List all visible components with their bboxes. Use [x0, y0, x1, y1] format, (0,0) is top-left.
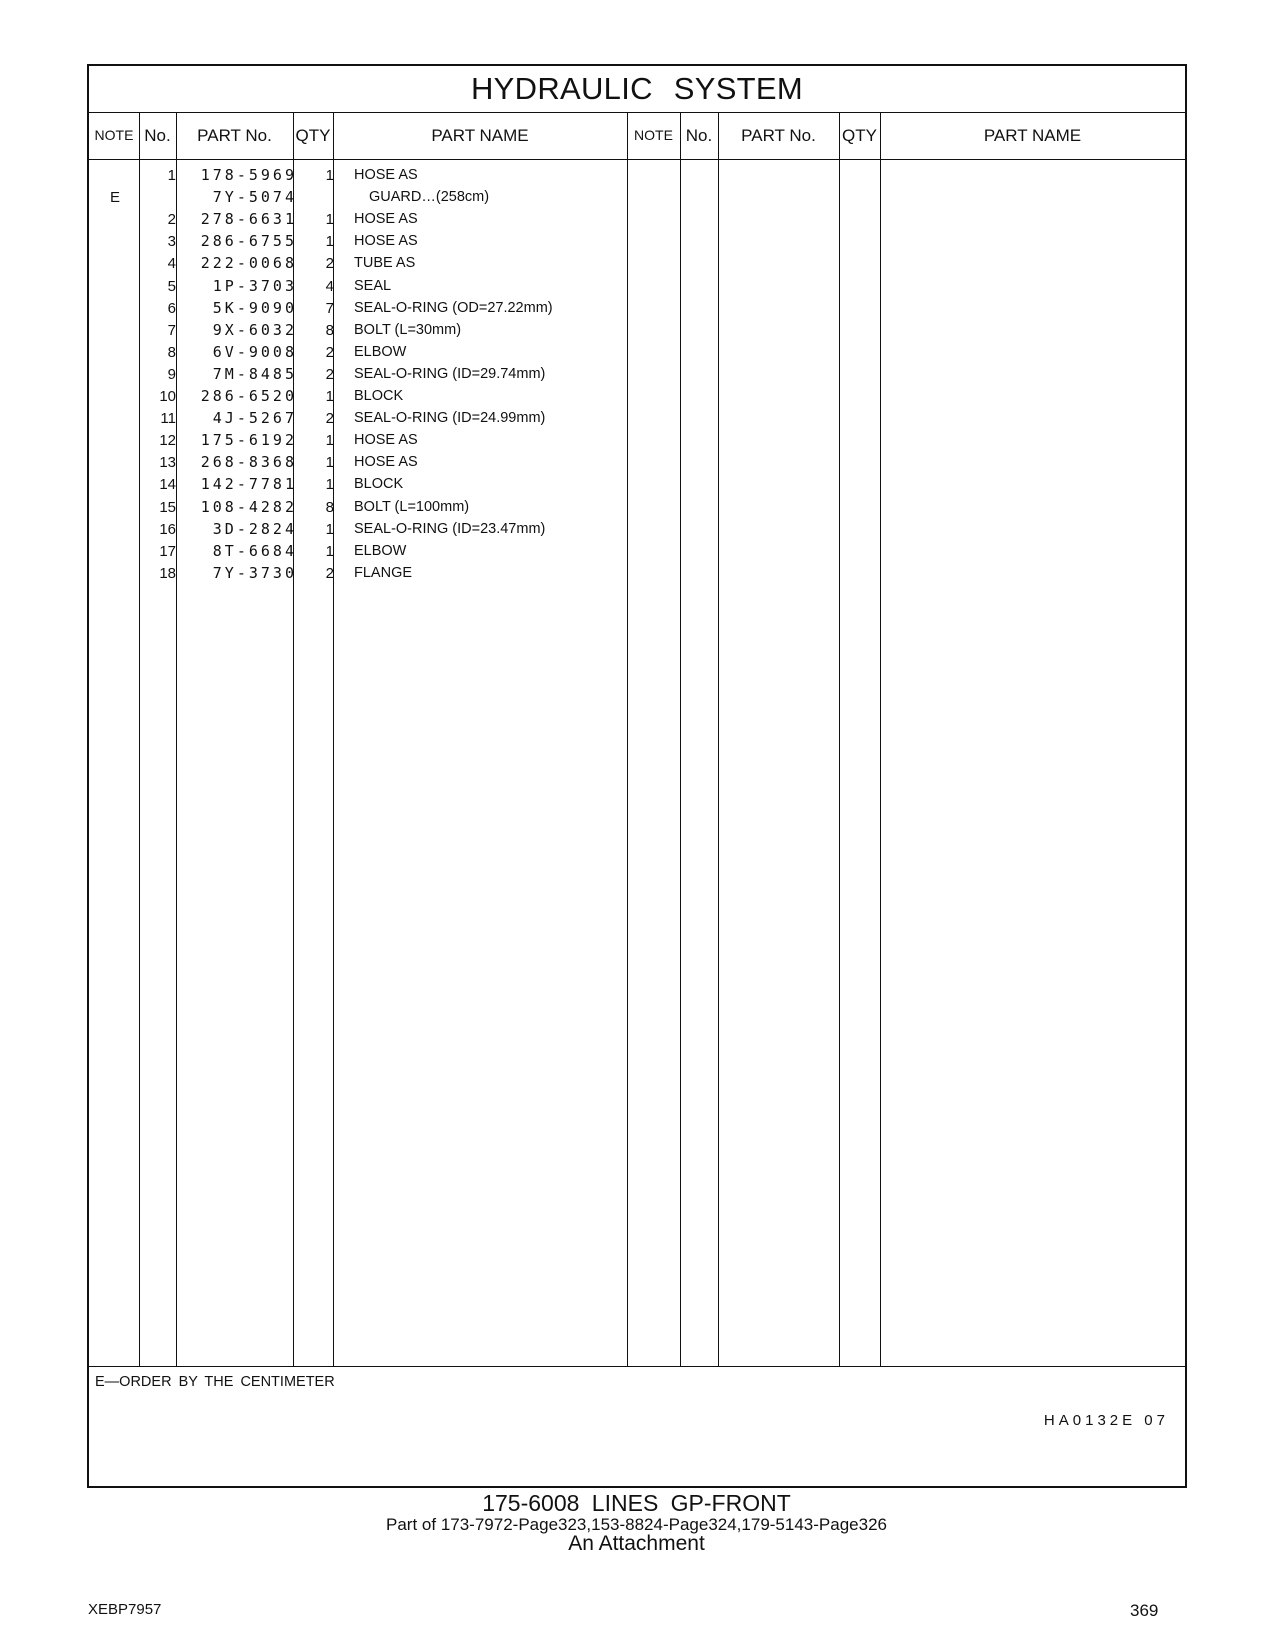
group-caption-attachment: An Attachment — [568, 1532, 705, 1555]
table-row — [89, 164, 629, 187]
table-row — [89, 562, 629, 585]
header-qty-left: QTY — [295, 126, 331, 145]
group-caption-title: 175-6008 LINES GP-FRONT — [482, 1490, 791, 1516]
row-part-number: 3D-2824 — [212, 519, 297, 538]
row-quantity: 1 — [325, 388, 334, 405]
table-row — [89, 540, 629, 563]
row-part-name: HOSE AS — [354, 454, 418, 471]
table-header-row — [89, 112, 1185, 160]
column-divider — [680, 112, 681, 1366]
table-row — [89, 473, 629, 496]
row-quantity: 2 — [325, 343, 334, 361]
row-part-name: HOSE AS — [354, 167, 418, 183]
row-part-number: 7Y-3730 — [212, 563, 297, 582]
row-quantity: 4 — [325, 277, 334, 295]
row-part-name: BOLT (L=100mm) — [354, 498, 470, 515]
page-number: 369 — [1130, 1601, 1159, 1620]
table-row — [89, 186, 629, 209]
row-part-name: SEAL-O-RING (OD=27.22mm) — [354, 299, 553, 316]
row-part-number: 278-6631 — [200, 210, 297, 229]
row-note: E — [109, 189, 120, 207]
row-part-name: HOSE AS — [354, 432, 418, 449]
row-part-name: FLANGE — [354, 564, 413, 581]
row-quantity: 2 — [325, 365, 334, 383]
row-item-number: 1 — [167, 167, 176, 184]
row-part-number: 1P-3703 — [212, 276, 297, 295]
row-part-number: 8T-6684 — [212, 541, 297, 560]
row-quantity: 1 — [325, 476, 334, 494]
header-note-left: NOTE — [94, 127, 134, 143]
row-quantity: 1 — [325, 233, 334, 251]
row-part-number: 142-7781 — [200, 475, 297, 494]
row-part-name: TUBE AS — [354, 255, 416, 272]
row-item-number: 6 — [167, 299, 176, 317]
header-part-no-right: PART No. — [741, 126, 816, 145]
row-part-number: 7M-8485 — [212, 364, 297, 383]
row-item-number: 11 — [160, 410, 176, 428]
row-part-name: HOSE AS — [354, 211, 418, 228]
header-no-right: No. — [685, 126, 713, 145]
header-no-left: No. — [144, 126, 171, 145]
table-row — [89, 252, 629, 275]
row-item-number: 18 — [159, 564, 176, 582]
row-quantity: 2 — [325, 255, 334, 273]
row-item-number: 10 — [159, 388, 176, 405]
table-row — [89, 363, 629, 386]
table-row — [89, 451, 629, 474]
header-qty-right: QTY — [842, 126, 877, 145]
table-row — [89, 275, 629, 298]
row-part-name: GUARD…(258cm) — [369, 189, 490, 206]
table-row — [89, 385, 629, 408]
row-item-number: 2 — [167, 211, 176, 229]
row-quantity: 7 — [325, 299, 334, 317]
row-quantity: 2 — [325, 564, 334, 582]
footnote: E—ORDER BY THE CENTIMETER — [95, 1374, 335, 1390]
row-part-number: 286-6520 — [200, 387, 297, 405]
table-row — [89, 319, 629, 342]
row-item-number: 3 — [167, 233, 176, 251]
row-part-number: 4J-5267 — [212, 409, 297, 428]
row-part-number: 6V-9008 — [212, 342, 297, 361]
row-part-number: 175-6192 — [200, 431, 297, 450]
row-quantity: 1 — [325, 454, 334, 472]
row-part-name: SEAL-O-RING (ID=24.99mm) — [354, 410, 546, 427]
row-quantity: 1 — [325, 211, 334, 229]
document-id: XEBP7957 — [88, 1601, 162, 1618]
column-divider — [718, 112, 719, 1366]
row-item-number: 13 — [159, 454, 176, 472]
row-quantity: 1 — [325, 167, 334, 184]
header-part-no-left: PART No. — [197, 126, 272, 145]
row-item-number: 4 — [167, 255, 176, 273]
row-item-number: 16 — [159, 520, 176, 538]
table-row — [89, 230, 629, 253]
parts-table-frame — [87, 64, 1187, 1488]
row-quantity: 8 — [325, 498, 334, 516]
row-part-number: 9X-6032 — [212, 320, 297, 339]
row-part-name: BOLT (L=30mm) — [354, 321, 462, 338]
row-part-name: SEAL-O-RING (ID=29.74mm) — [354, 365, 546, 382]
row-item-number: 7 — [167, 321, 176, 339]
row-quantity: 8 — [325, 321, 334, 339]
table-row — [89, 208, 629, 231]
row-part-number: 7Y-5074 — [212, 188, 297, 207]
row-part-number: 222-0068 — [200, 254, 297, 273]
row-part-number: 5K-9090 — [212, 298, 297, 317]
row-part-name: SEAL — [354, 277, 392, 294]
table-row — [89, 341, 629, 364]
row-part-name: ELBOW — [354, 542, 407, 559]
row-quantity: 1 — [325, 542, 334, 560]
header-part-name-right: PART NAME — [983, 126, 1082, 145]
group-caption-references: Part of 173-7972-Page323,153-8824-Page324,179-5143-Page326 — [386, 1515, 887, 1534]
row-item-number: 14 — [159, 476, 176, 494]
table-row — [89, 429, 629, 452]
table-row — [89, 297, 629, 320]
row-quantity: 1 — [325, 520, 334, 538]
row-item-number: 8 — [167, 343, 176, 361]
row-part-name: BLOCK — [354, 476, 404, 493]
row-part-name: BLOCK — [354, 388, 404, 404]
row-part-name: HOSE AS — [354, 233, 418, 250]
row-part-number: 108-4282 — [200, 497, 297, 516]
row-part-number: 178-5969 — [200, 166, 297, 184]
row-item-number: 15 — [159, 498, 176, 516]
table-row — [89, 407, 629, 430]
header-part-name-left: PART NAME — [431, 126, 529, 145]
table-row — [89, 518, 629, 541]
row-part-number: 268-8368 — [200, 453, 297, 472]
row-item-number: 17 — [159, 542, 176, 560]
row-part-number: 286-6755 — [200, 232, 297, 251]
row-quantity: 1 — [325, 432, 334, 450]
column-divider — [839, 112, 840, 1366]
row-item-number: 12 — [159, 432, 176, 450]
row-part-name: SEAL-O-RING (ID=23.47mm) — [354, 520, 546, 537]
row-item-number: 9 — [167, 365, 176, 383]
illustration-code: HA0132E 07 — [1043, 1412, 1169, 1429]
column-divider — [880, 112, 881, 1366]
table-row — [89, 496, 629, 519]
table-body-bottom-rule — [89, 1366, 1185, 1367]
section-title: HYDRAULIC SYSTEM — [89, 66, 1185, 113]
header-note-right: NOTE — [634, 127, 673, 143]
row-quantity: 2 — [325, 410, 334, 428]
row-item-number: 5 — [167, 277, 176, 295]
row-part-name: ELBOW — [354, 343, 407, 360]
